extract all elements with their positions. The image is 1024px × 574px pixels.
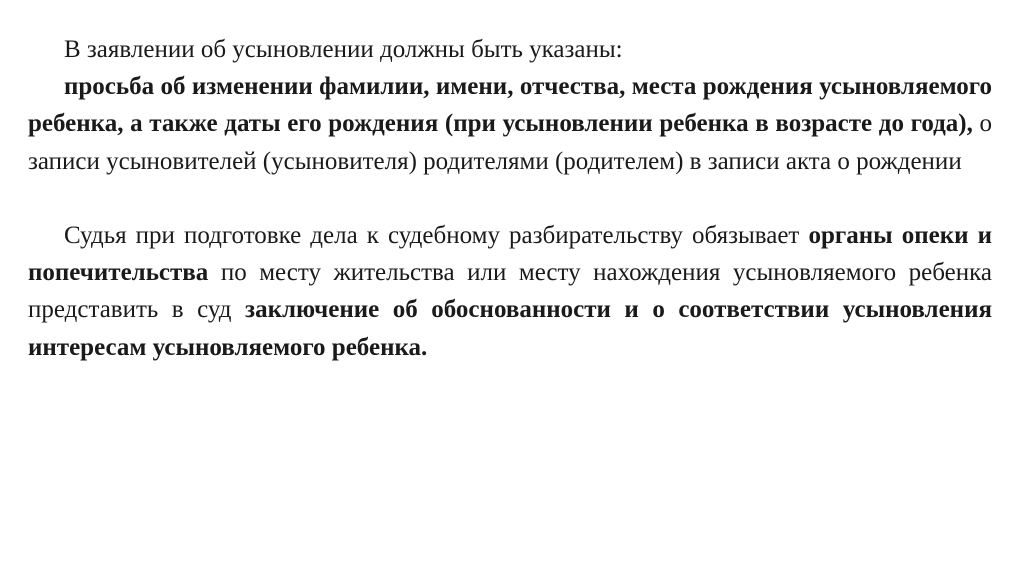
request-rest-text: о записи усыновителей (усыновителя) родителями (родителем) в записи акта о рождении bbox=[28, 110, 993, 175]
guardianship-bodies-bold: органы опеки и попечительства bbox=[28, 222, 992, 287]
request-bold-text: просьба об изменении фамилии, имени, отчества, места рождения усыновляемого ребенка, а также даты его рождения (при усыновлении ребенка в возрасте до года), bbox=[28, 73, 992, 138]
conclusion-bold: заключение об обоснованности и о соответствии усыновления интересам усыновляемого ребенка. bbox=[28, 296, 992, 361]
judge-text-part1: Судья при подготовке дела к судебному разбирательству обязывает bbox=[64, 222, 809, 249]
paragraph-request bbox=[28, 68, 992, 180]
slide-text-body bbox=[28, 31, 992, 366]
intro-line: В заявлении об усыновлении должны быть указаны: bbox=[64, 36, 623, 63]
paragraph-spacer bbox=[28, 180, 992, 217]
paragraph-judge bbox=[28, 217, 992, 366]
judge-text-part2: по месту жительства или месту нахождения усыновляемого ребенка представить в суд bbox=[28, 259, 992, 324]
